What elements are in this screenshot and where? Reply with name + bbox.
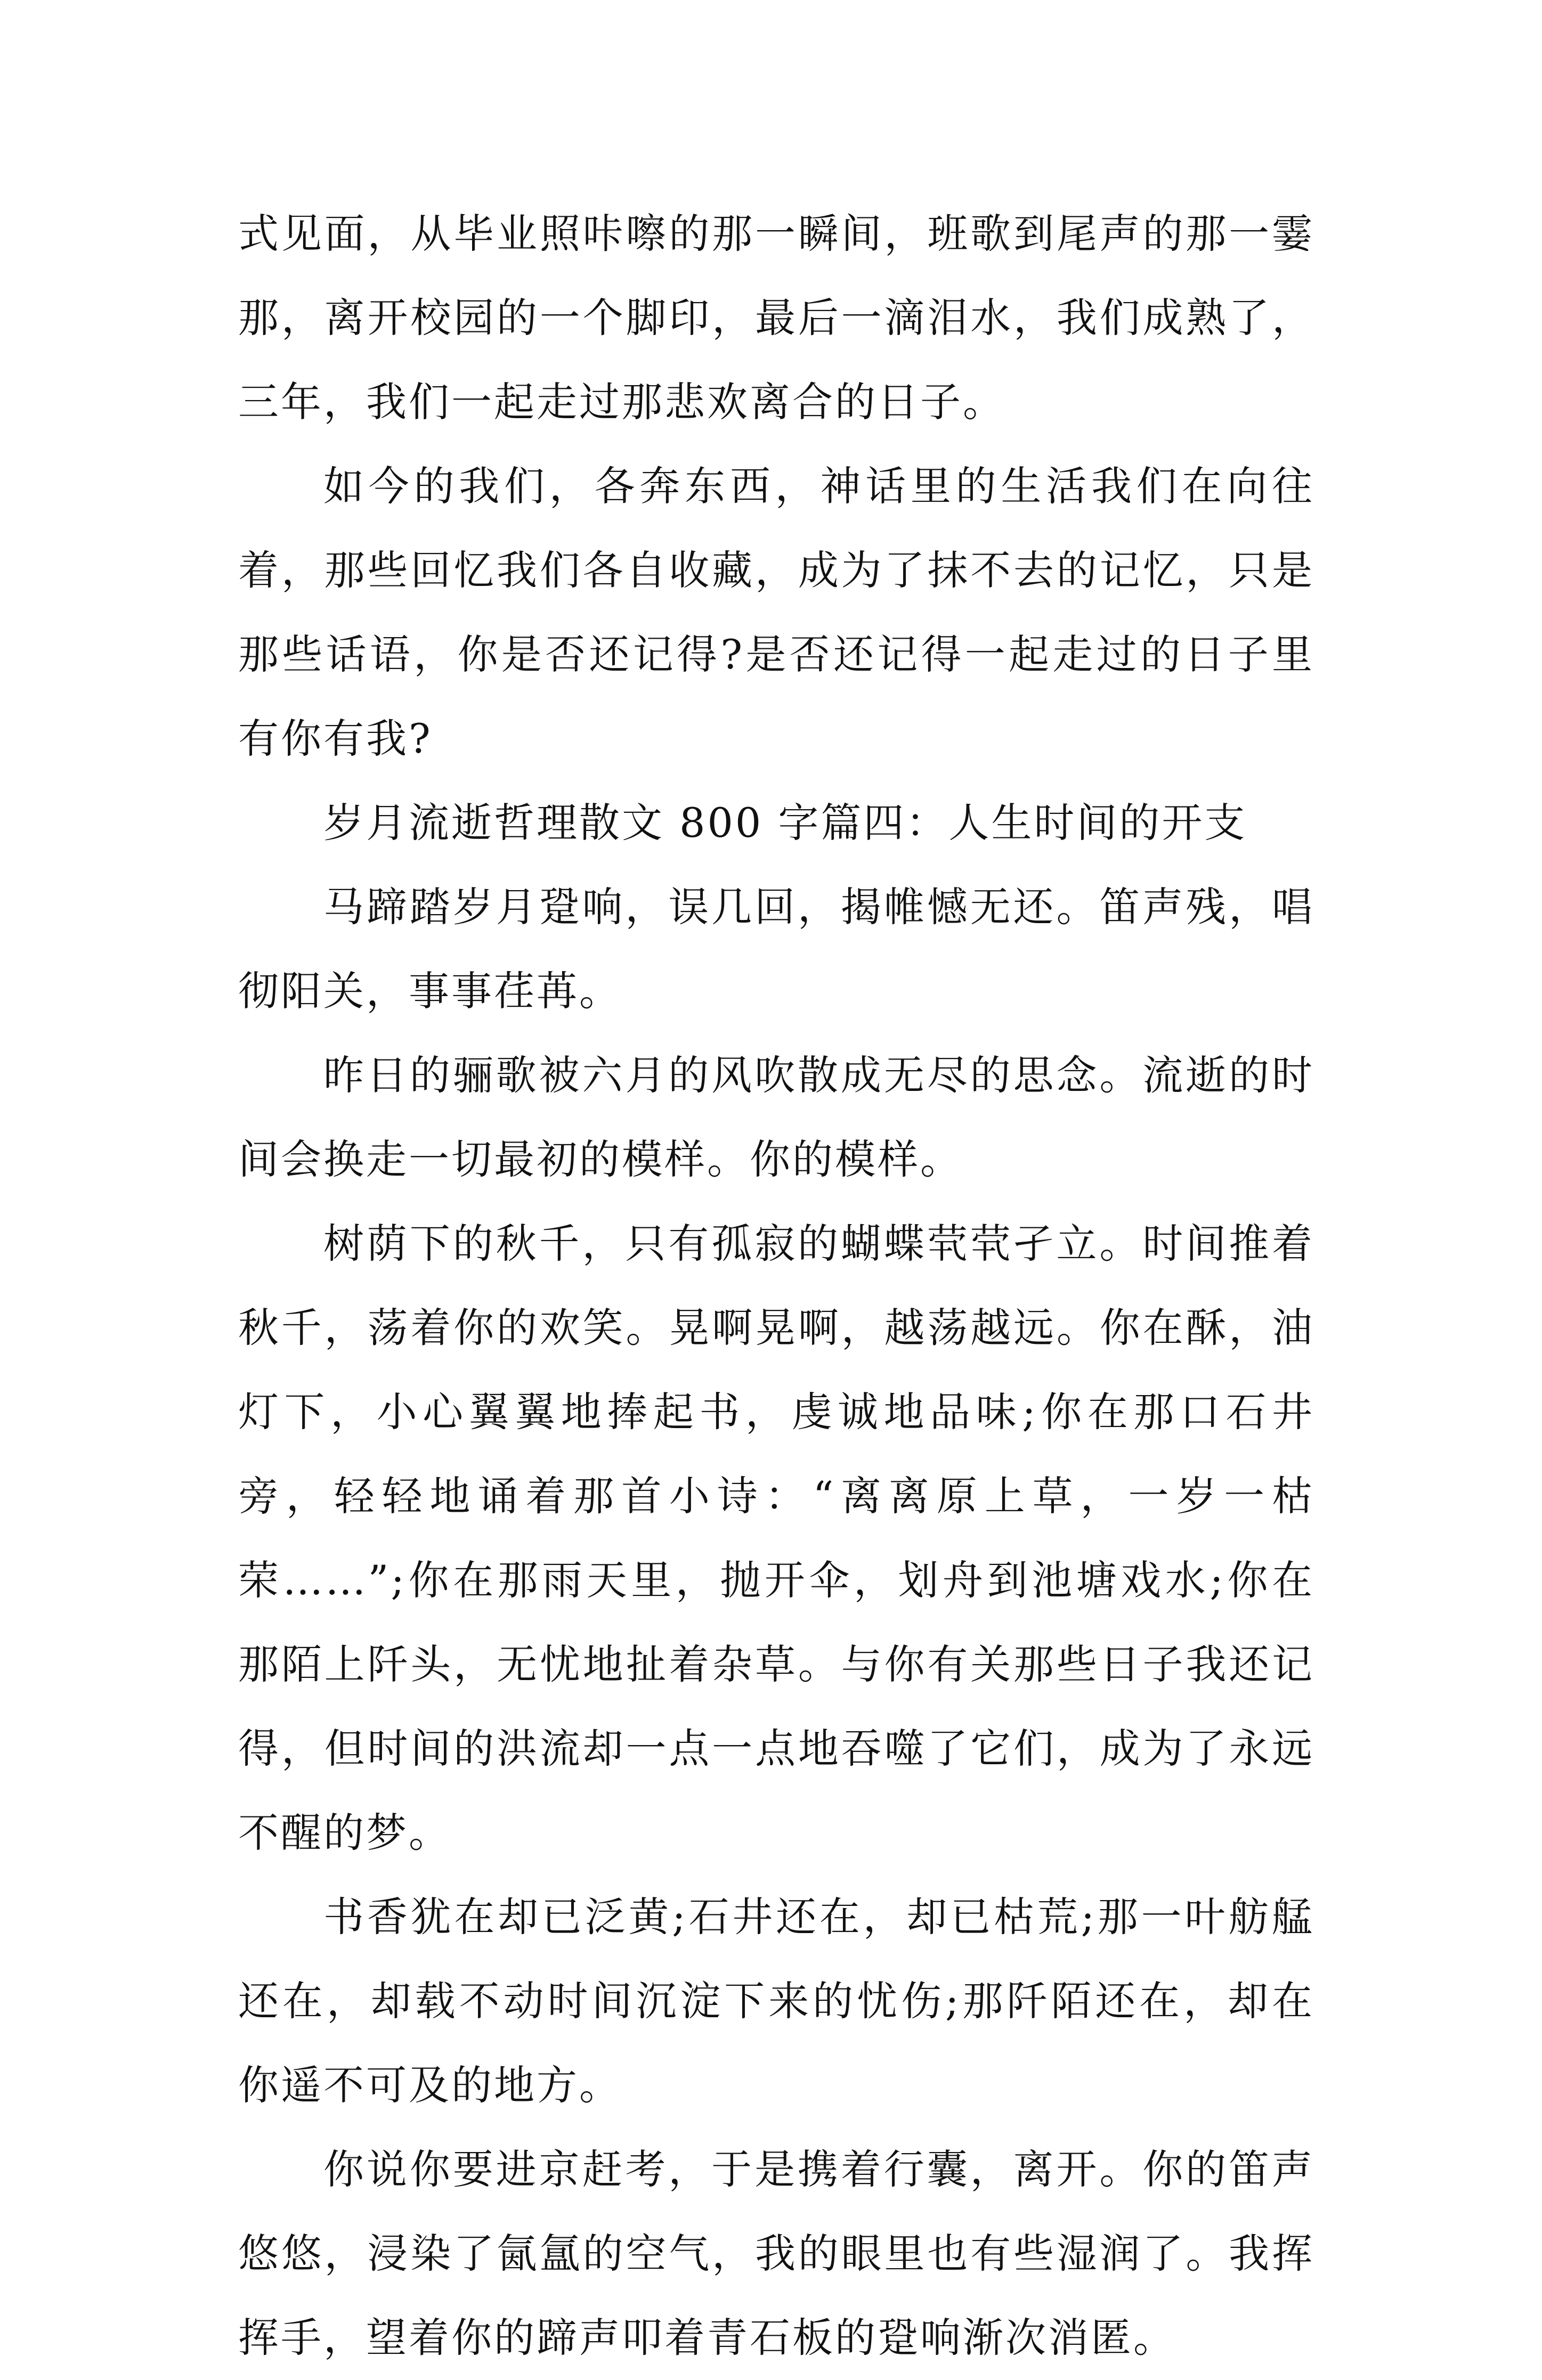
paragraph-6: 书香犹在却已泛黄;石井还在，却已枯荒;那一叶舫艋还在，却载不动时间沉淀下来的忧伤;那阡陌还在，却在你遥不可及的地方。 <box>238 1893 1314 2109</box>
paragraph-7: 你说你要进京赶考，于是携着行囊，离开。你的笛声悠悠，浸染了氤氲的空气，我的眼里也有些湿润了。我挥挥手，望着你的蹄声叩着青石板的跫响渐次消匿。 <box>238 2146 1314 2361</box>
paragraph-2: 如今的我们，各奔东西，神话里的生活我们在向往着，那些回忆我们各自收藏，成为了抹不去的记忆，只是那些话语，你是否还记得?是否还记得一起走过的日子里有你有我? <box>238 462 1314 762</box>
paragraph-1: 式见面，从毕业照咔嚓的那一瞬间，班歌到尾声的那一霎那，离开校园的一个脚印，最后一滴泪水，我们成熟了，三年，我们一起走过那悲欢离合的日子。 <box>238 210 1314 426</box>
paragraph-5: 树荫下的秋千，只有孤寂的蝴蝶茕茕孑立。时间推着秋千，荡着你的欢笑。晃啊晃啊，越荡越远。你在酥，油灯下，小心翼翼地捧起书，虔诚地品味;你在那口石井旁，轻轻地诵着那首小诗：“离离原上草，一岁一枯荣……”;你在那雨天里，抛开伞，划舟到池塘戏水;你在那陌上阡头，无忧地扯着杂草。与你有关那些日子我还记得，但时间的洪流却一点一点地吞噬了它们，成为了永远不醒的梦。 <box>238 1220 1314 1856</box>
section-heading: 岁月流逝哲理散文 800 字篇四：人生时间的开支 <box>323 799 1247 846</box>
paragraph-4: 昨日的骊歌被六月的风吹散成无尽的思念。流逝的时间会换走一切最初的模样。你的模样。 <box>238 1052 1314 1183</box>
paragraph-3: 马蹄踏岁月跫响，误几回，揭帷憾无还。笛声残，唱彻阳关，事事荏苒。 <box>238 883 1314 1015</box>
document-body <box>238 192 1314 2380</box>
